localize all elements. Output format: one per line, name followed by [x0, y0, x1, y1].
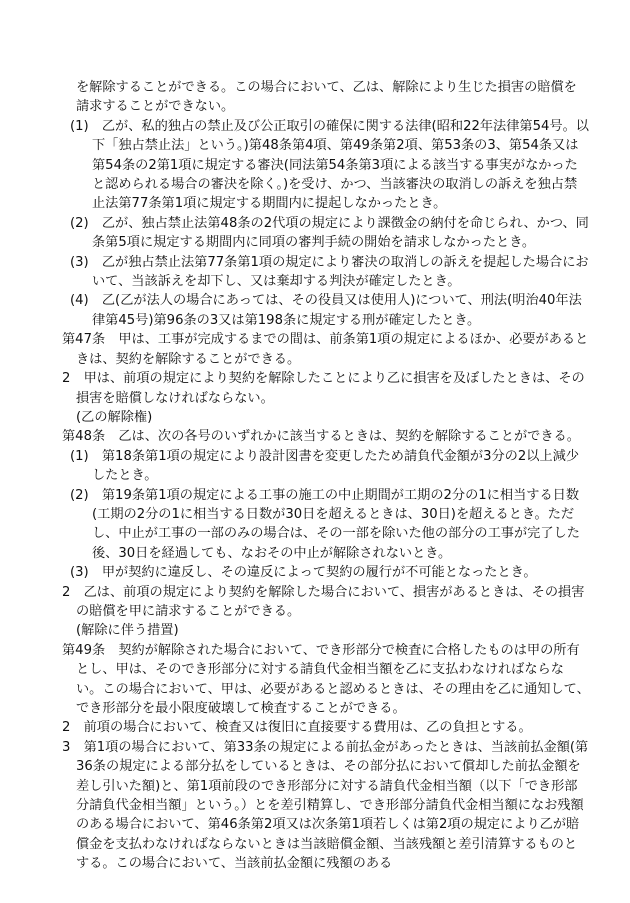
section-caption: (解除に伴う措置): [76, 623, 179, 639]
section-caption: (乙の解除権): [76, 409, 153, 425]
article-49: 第49条 契約が解除された場合において、でき形部分で検査に合格したものは甲の所有とし、甲は、そのでき形部分に対する請負代金相当額を乙に支払わなければならない。この場合において、甲は、必要があると認めるときは、その理由を乙に通知して、でき形部分を最小限度破壊して検査することができる。: [62, 642, 590, 716]
paragraph: 2 甲は、前項の規定により契約を解除したことにより乙に損害を及ぼしたときは、その損害を賠償しなければならない。: [62, 371, 585, 406]
paragraph: 3 第1項の場合において、第33条の規定による前払金があったときは、当該前払金額(第36条の規定による部分払をしているときは、その部分払において償却した前払金額を差し引いた額)と、第1項前段のでき形部分に対する請負代金相当額（以下「でき形部分請負代金相当額」という。）とを差引精算し、でき形部分請負代金相当額になお残額のある場合において、第46条第2項又は次条第1項若しくは第2項の規定により乙が賠償金を支払わなければならないときは当該賠償金額、当該残額と差引清算するものとする。この場合において、当該前払金額に残額のある: [62, 739, 589, 872]
text-line: を解除することができる。この場合において、乙は、解除により生じた損害の賠償を請求することができない。: [76, 80, 577, 115]
article-47: 第47条 甲は、工事が完成するまでの間は、前条第1項の規定によるほか、必要があるときは、契約を解除することができる。: [62, 332, 589, 367]
paragraph: 2 乙は、前項の規定により契約を解除した場合において、損害があるときは、その損害の賠償を甲に請求することができる。: [62, 584, 585, 619]
list-item: (3) 乙が独占禁止法第77条第1項の規定により審決の取消しの訴えを提起した場合において、当該訴えを却下し、又は棄却する判決が確定したとき。: [70, 254, 589, 290]
list-item: (2) 第19条第1項の規定による工事の施工の中止期間が工期の2分の1に相当する日数(工期の2分の1に相当する日数が30日を超えるときは、30日)を超えるとき。ただし、中止が工事の一部のみの場合は、その一部を除いた他の部分の工事が完了した後、30日を経過しても、なおその中止が解除されないとき。: [70, 487, 580, 561]
article-48: 第48条 乙は、次の各号のいずれかに該当するときは、契約を解除することができる。: [62, 429, 580, 445]
list-item: (3) 甲が契約に違反し、その違反によって契約の履行が不可能となったとき。: [70, 565, 537, 581]
list-item: (2) 乙が、独占禁止法第48条の2代項の規定により課徴金の納付を命じられ、かつ、同条第5項に規定する期間内に同項の審判手続の開始を請求しなかったとき。: [70, 215, 589, 251]
list-item: (1) 乙が、私的独占の禁止及び公正取引の確保に関する法律(昭和22年法律第54号。以下「独占禁止法」という。)第48条第4項、第49条第2項、第53条の3、第54条又は第54条の2第1項に規定する審決(同法第54条第3項による該当する事実がなかったと認められる場合の審決を除く。)を受け、かつ、当該審決の取消しの訴えを独占禁止法第77条第1項に規定する期間内に提起しなかったとき。: [70, 118, 589, 212]
list-item: (4) 乙(乙が法人の場合にあっては、その役員又は使用人)について、刑法(明治40年法律第45号)第96条の3又は第198条に規定する刑が確定したとき。: [70, 293, 582, 328]
paragraph: 2 前項の場合において、検査又は復旧に直接要する費用は、乙の負担とする。: [62, 720, 532, 736]
list-item: (1) 第18条第1項の規定により設計図書を変更したため請負代金額が3分の2以上減少したとき。: [70, 448, 580, 484]
